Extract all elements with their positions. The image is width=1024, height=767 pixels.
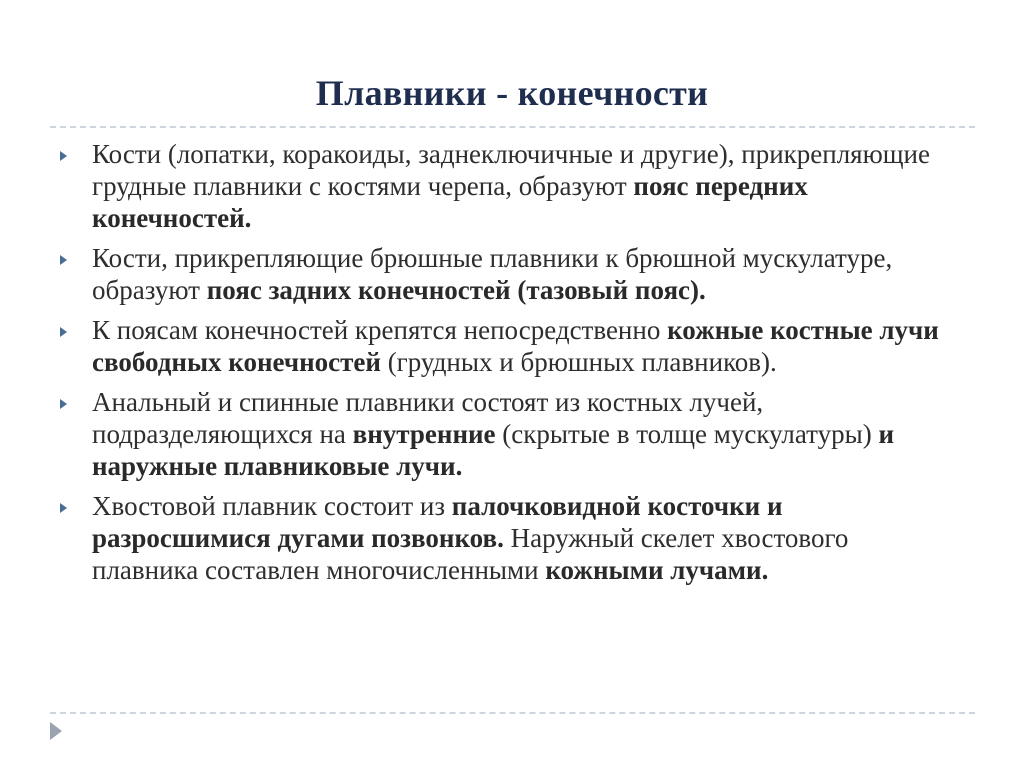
slide-title: Плавники - конечности (315, 73, 709, 113)
bullet-arrow-icon (60, 399, 67, 409)
bold-run: кожными лучами. (545, 555, 769, 585)
bullet-arrow-icon (60, 327, 67, 337)
bullet-item (60, 314, 960, 378)
bullet-arrow-icon (60, 503, 67, 513)
bullet-text (92, 387, 894, 481)
bullet-item (60, 138, 960, 234)
bold-run: пояс задних конечностей (тазовый пояс). (206, 275, 706, 305)
bullet-list (60, 138, 960, 594)
bullet-item (60, 242, 960, 306)
text-run: (скрытые в толще мускулатуры) (495, 419, 879, 449)
text-run: Кости, прикрепляющие брюшные плавники к брюшной мускулатуре, образуют (92, 243, 893, 305)
bold-run: палочковидной косточки и разросшимися дугами позвонков. (92, 491, 783, 553)
bullet-item (60, 490, 960, 586)
text-run: Наружный скелет хвостового плавника составлен многочисленными (92, 523, 849, 585)
bold-run: кожные костные лучи свободных конечностей (92, 315, 939, 377)
bullet-text (92, 243, 892, 305)
text-run: К поясам конечностей крепятся непосредственно (92, 315, 668, 345)
bold-run: и наружные плавниковые лучи. (92, 419, 895, 481)
text-run: Анальный и спинные плавники состоят из костных лучей, подразделяющихся на (92, 387, 764, 449)
text-run: Хвостовой плавник состоит из (92, 491, 452, 521)
bold-run: пояс передних конечностей. (92, 171, 808, 233)
corner-triangle-icon (50, 722, 62, 740)
bullet-text (92, 491, 848, 585)
bullet-arrow-icon (60, 151, 67, 161)
text-run: Кости (лопатки, коракоиды, заднеключичные и другие), прикрепляющие грудные плавники с костями черепа, образуют (92, 139, 930, 201)
bullet-text (92, 315, 939, 377)
bold-run: внутренние (352, 419, 496, 449)
text-run: (грудных и брюшных плавников). (380, 347, 777, 377)
top-divider (50, 126, 975, 128)
bullet-item (60, 386, 960, 482)
bottom-divider (50, 712, 975, 714)
bullet-arrow-icon (60, 255, 67, 265)
bullet-text (92, 139, 930, 233)
